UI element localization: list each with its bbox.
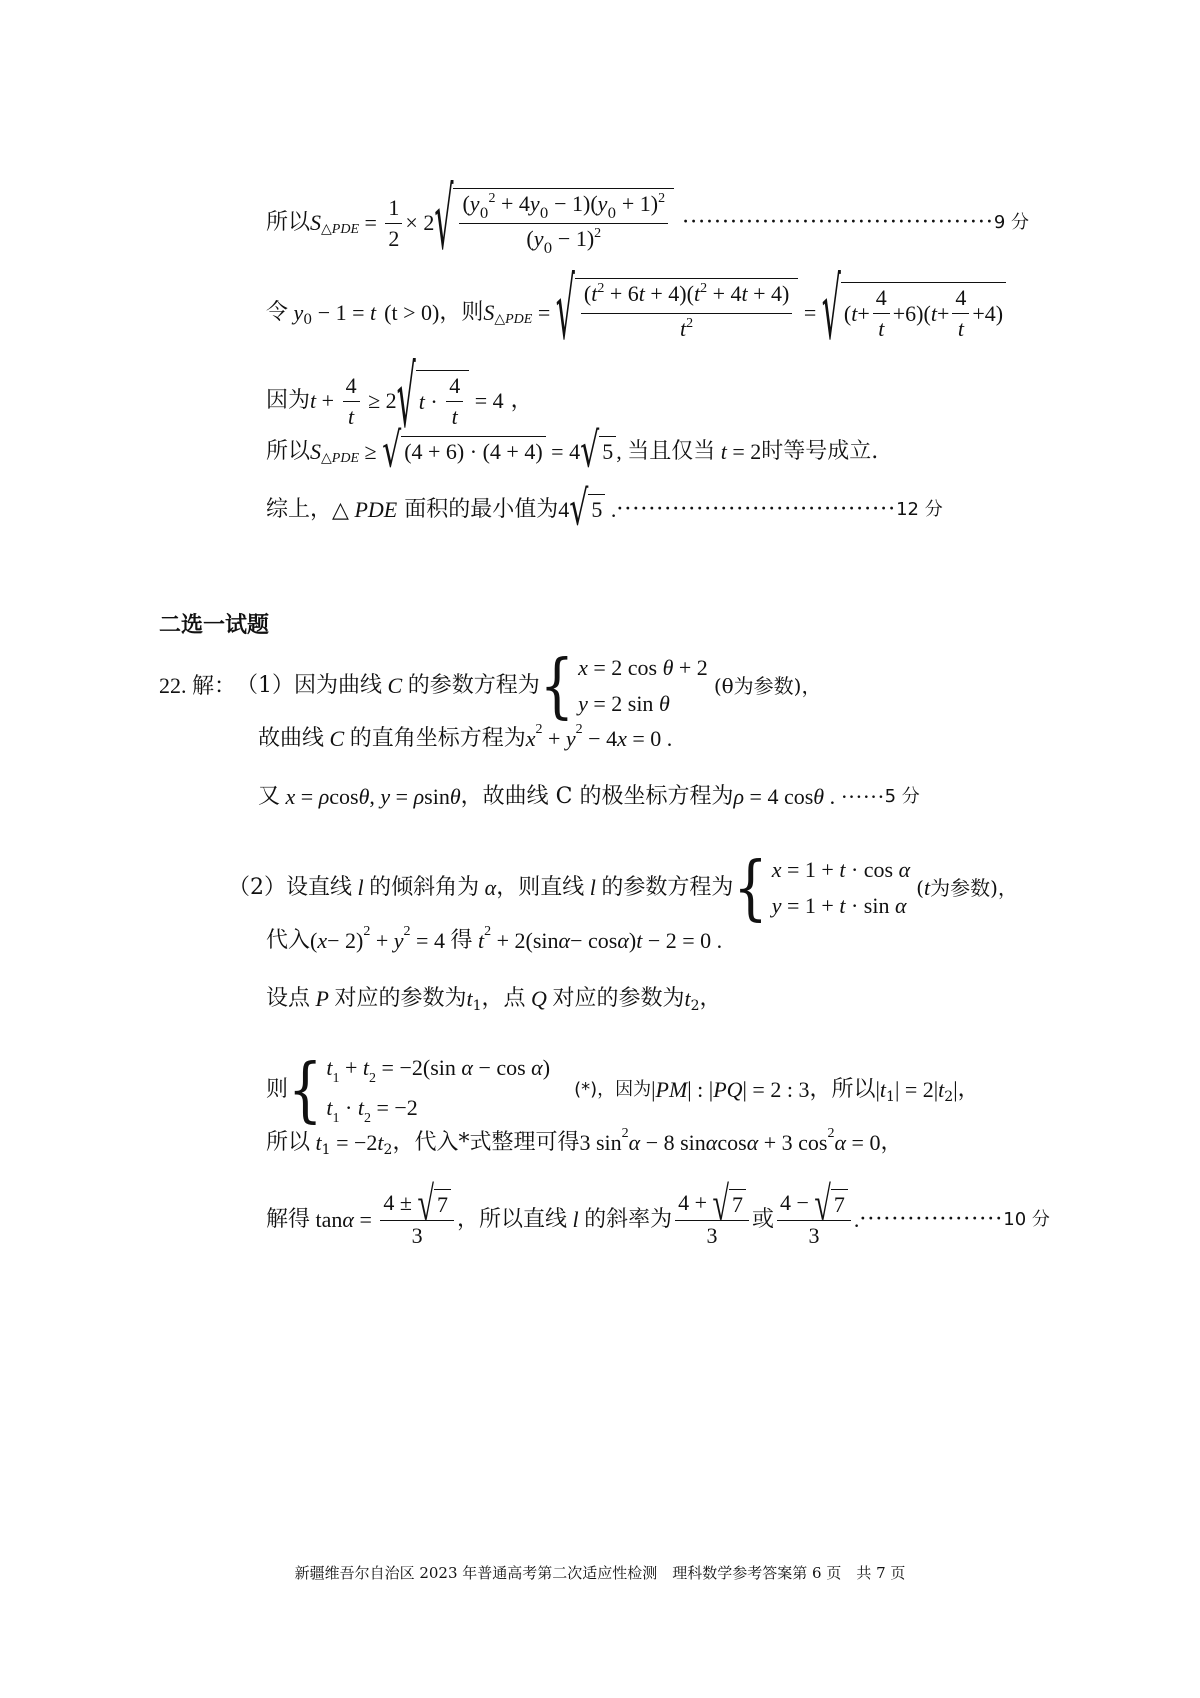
text-ze: 则	[266, 1077, 289, 1102]
text-polar-mid: ，故曲线 C 的极坐标方程为	[460, 784, 734, 809]
line-inequality: 因为 t + $\frac{4}{t}$ ≥ 2 √ t · $\frac{4}{t}$ = 4 ，	[266, 350, 533, 449]
text-param: (θ为参数)，	[713, 674, 822, 698]
text-solve: 解得	[266, 1206, 311, 1232]
text-part1: （1）因为曲线	[236, 673, 383, 698]
text-de: 得	[450, 928, 473, 953]
text-star: (*)，因为	[574, 1079, 652, 1100]
text-area: 面积的最小值为	[404, 496, 559, 522]
line-area-formula: 所以 S △PDE = $\frac{1}{2}$ × 2 √ $\frac{(y_0^2 + 4y_0 - 1)(y_0 + 1)^2}{(y_0 - 1)^2}$ ······································· 9 分	[266, 172, 1029, 271]
text-sub2-mid: ，代入*式整理可得	[392, 1130, 580, 1155]
text-pts: 设点	[266, 986, 311, 1011]
line-q22-sub2: 所以 t 1 = −2 t 2 ，代入*式整理可得 3 sin 2 α − 8 sin α cos α + 3 cos 2 α = 0 ，	[266, 1126, 903, 1158]
line-q22-solve: 解得 tan α = 4 ± √ 7 3 ，所以直线 l 的斜率为 4 + √ 7 3 或 4 − √ 7 3 . ·················· 10 分	[266, 1177, 1050, 1249]
text-dangqie: 当且仅当	[627, 438, 716, 464]
line-conclusion: 综上， △ PDE 面积的最小值为 4 √ 5 . ··································· 12 分	[266, 480, 943, 537]
text-prefix: 综上，	[266, 496, 333, 522]
text-solve3: 的斜率为	[584, 1206, 673, 1232]
score-mark: 10 分	[1003, 1208, 1050, 1230]
score-mark: 5 分	[884, 786, 920, 807]
text-sub2-prefix: 所以	[266, 1130, 311, 1155]
text-pts2: 对应的参数为	[334, 986, 467, 1011]
text-param2: 为参数)，	[930, 876, 1018, 900]
line-q22-rect: 故曲线 C 的直角坐标方程为 x 2 + y 2 − 4 x = 0 .	[258, 724, 672, 754]
text-equal: 时等号成立.	[761, 438, 879, 464]
text-part2c: ，则直线	[496, 875, 585, 900]
condition: (t > 0)	[384, 300, 440, 325]
score-mark: 12 分	[896, 498, 943, 520]
text-huo: 或	[751, 1206, 774, 1232]
text-part2: （2）设直线	[228, 875, 352, 900]
text-part2d: 的参数方程为	[601, 875, 734, 900]
line-q22-part2: （2）设直线 l 的倾斜角为 α ，则直线 l 的参数方程为 { x = 1 + t · cos α y = 1 + t · sin α ( t 为参数)，	[228, 846, 1018, 929]
sqrt-expression: √ $\frac{(y_0^2 + 4y_0 - 1)(y_0 + 1)^2}{(y_0 - 1)^2}$	[434, 188, 674, 258]
line-min: 所以 S △PDE ≥ √ (4 + 6) · (4 + 4) = 4 √ 5 , 当且仅当 t = 2 时等号成立.	[266, 422, 879, 479]
line-q22-vieta: 则 { $t_1 + t_2 = -2(\sin$ α − cos α) $t_1 \cdot t_2 = -2$ (*)，因为 | PM | : | PQ | = 2 : 3 ，所以 | t 1 | = 2| t 2 | ，	[266, 1048, 980, 1131]
text-sub-prefix: 代入	[266, 928, 311, 953]
line-q22-sub: 代入 ( x − 2) 2 + y 2 = 4 得 t 2 + 2(sin α − cos α ) t − 2 = 0 .	[266, 926, 722, 956]
line-q22-pts: 设点 P 对应的参数为 t 1 ，点 Q 对应的参数为 t 2 ，	[266, 986, 722, 1014]
text-ling: 令	[266, 300, 289, 325]
page-footer: 新疆维吾尔自治区 2023 年普通高考第二次适应性检测 理科数学参考答案第 6 页 共 7 页	[294, 1564, 906, 1582]
line-q22-polar: 又 x = ρ cos θ , y = ρ sin θ ，故曲线 C 的极坐标方程为 ρ = 4 cos θ . ······ 5 分	[258, 782, 920, 812]
text-pts4: 对应的参数为	[552, 986, 685, 1011]
text-solve2: ，所以直线	[456, 1206, 567, 1232]
line-substitution: 令 y 0 − 1 = t (t > 0) ，则 S △PDE = √ $\frac{(t^2 + 6t + 4)(t^2 + 4t + 4)}{t^2}$ = √ ( t + $\frac{4}{t}$ +6)( t + $\frac{4}{t}$ +4)	[266, 278, 1006, 348]
text-prefix: 所以	[266, 438, 311, 464]
text-part2b: 的倾斜角为	[369, 875, 480, 900]
question-label: 22. 解：	[159, 673, 237, 698]
text-prefix: 因为	[266, 388, 311, 413]
text-prefix: 所以	[266, 210, 311, 235]
score-mark: 9 分	[993, 212, 1029, 233]
text-you: 又	[258, 784, 281, 809]
text-suoyi: ，所以	[809, 1077, 876, 1102]
text-rect: 故曲线	[258, 726, 325, 751]
section-heading: 二选一试题	[159, 613, 270, 638]
text-rect2: 的直角坐标方程为	[349, 726, 526, 751]
text-part1b: 的参数方程为	[407, 673, 540, 698]
line-q22-part1: 22. 解： （1）因为曲线 C 的参数方程为 { x = 2 cos θ + 2 y = 2 sin θ (θ为参数)，	[159, 644, 822, 727]
text-pts3: ，点	[481, 986, 526, 1011]
text-ze: ，则	[439, 300, 484, 325]
